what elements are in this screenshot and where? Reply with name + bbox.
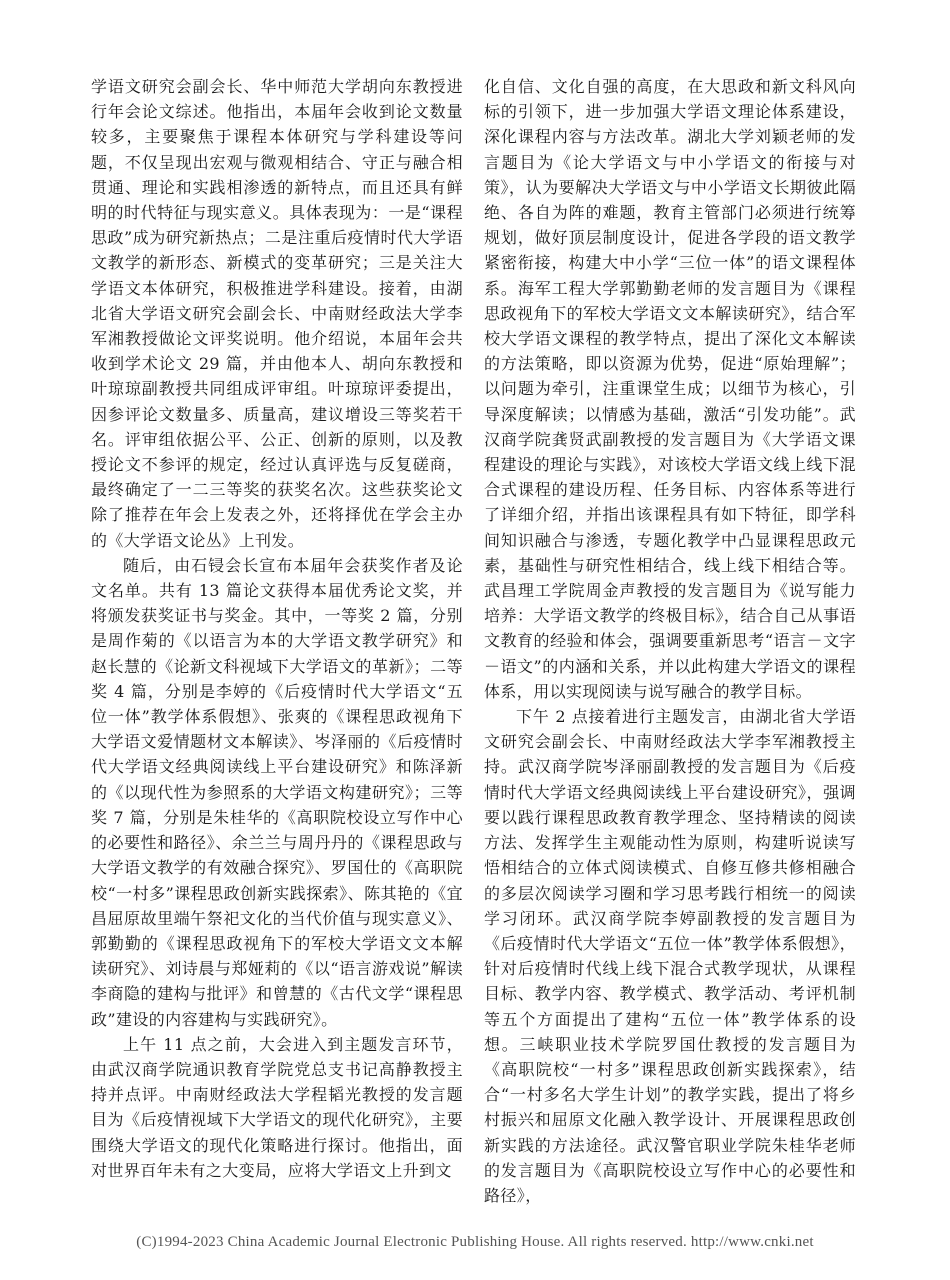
paragraph-review-summary: 学语文研究会副会长、华中师范大学胡向东教授进行年会论文综述。他指出，本届年会收到论文数量较多，主要聚焦于课程本体研究与学科建设等问题，不仅呈现出宏观与微观相结合、守正与融合相贯通、理论和实践相渗透的新特点，而且还具有鲜明的时代特征与现实意义。具体表现为：一是“课程思政”成为研究新热点；二是注重后疫情时代大学语文教学的新形态、新模式的变革研究；三是关注大学语文本体研究，积极推进学科建设。接着，由湖北省大学语文研究会副会长、中南财经政法大学李军湘教授做论文评奖说明。他介绍说，本届年会共收到学术论文 29 篇，并由他本人、胡向东教授和叶琼琼副教授共同组成评审组。叶琼琼评委提出，因参评论文数量多、质量高，建议增设三等奖若干名。评审组依据公平、公正、创新的原则，以及教授论文不参评的规定，经过认真评选与反复磋商，最终确定了一二三等奖的获奖名次。这些获奖论文除了推荐在年会上发表之外，还将择优在学会主办的《大学语文论丛》上刊发。	[91, 77, 463, 550]
paragraph-afternoon-keynotes: 下午 2 点接着进行主题发言，由湖北省大学语文研究会副会长、中南财经政法大学李军湘教授主持。武汉商学院岑泽丽副教授的发言题目为《后疫情时代大学语文经典阅读线上平台建设研究》，强调要以践行课程思政教育教学理念、坚持精读的阅读方法、发挥学生主观能动性为原则，构建听说读写悟相结合的立体式阅读模式、自修互修共修相融合的多层次阅读学习圈和学习思考践行相统一的阅读学习闭环。武汉商学院李婷副教授的发言题目为《后疫情时代大学语文“五位一体”教学体系假想》，针对后疫情时代线上线下混合式教学现状，从课程目标、教学内容、教学模式、教学活动、考评机制等五个方面提出了建构“五位一体”教学体系的设想。三峡职业技术学院罗国仕教授的发言题目为《高职院校“一村多”课程思政创新实践探索》，结合“一村多名大学生计划”的教学实践，提出了将乡村振兴和屈原文化融入教学设计、开展课程思政创新实践的方法途径。武汉警官职业学院朱桂华老师的发言题目为《高职院校设立写作中心的必要性和路径》，	[484, 707, 856, 1205]
right-column	[484, 74, 856, 1208]
paragraph-morning-keynotes: 上午 11 点之前，大会进入到主题发言环节，由武汉商学院通识教育学院党总支书记高静教授主持并点评。中南财经政法大学程韬光教授的发言题目为《后疫情视域下大学语文的现代化研究》，主要围绕大学语文的现代化策略进行探讨。他指出，面对世界百年未有之大变局，应将大学语文上升到文	[91, 1034, 463, 1180]
paragraph-award-list: 随后，由石锓会长宣布本届年会获奖作者及论文名单。共有 13 篇论文获得本届优秀论文奖，并将颁发获奖证书与奖金。其中，一等奖 2 篇，分别是周作菊的《以语言为本的大学语文教学研究》和赵长慧的《论新文科视域下大学语文的革新》；二等奖 4 篇，分别是李婷的《后疫情时代大学语文“五位一体”教学体系假想》、张爽的《课程思政视角下大学语文爱情题材文本解读》、岑泽丽的《后疫情时代大学语文经典阅读线上平台建设研究》和陈泽新的《以现代性为参照系的大学语文构建研究》；三等奖 7 篇，分别是朱桂华的《高职院校设立写作中心的必要性和路径》、余兰兰与周丹丹的《课程思政与大学语文教学的有效融合探究》、罗国仕的《高职院校“一村多”课程思政创新实践探索》、陈其艳的《宜昌屈原故里端午祭祀文化的当代价值与现实意义》、郭勤勤的《课程思政视角下的军校大学语文文本解读研究》、刘诗晨与郑娅莉的《以“语言游戏说”解读李商隐的建构与批评》和曾慧的《古代文学“课程思政”建设的内容建构与实践研究》。	[91, 555, 463, 1029]
copyright-footer: (C)1994-2023 China Academic Journal Electronic Publishing House. All rights reserved. http://www.cnki.net	[136, 1234, 814, 1250]
left-column	[91, 74, 463, 1183]
paragraph-morning-keynotes-continued: 化自信、文化自强的高度，在大思政和新文科风向标的引领下，进一步加强大学语文理论体系建设，深化课程内容与方法改革。湖北大学刘颖老师的发言题目为《论大学语文与中小学语文的衔接与对策》，认为要解决大学语文与中小学语文长期彼此隔绝、各自为阵的难题，教育主管部门必须进行统筹规划，做好顶层制度设计，促进各学段的语文教学紧密衔接，构建大中小学“三位一体”的语文课程体系。海军工程大学郭勤勤老师的发言题目为《课程思政视角下的军校大学语文文本解读研究》，结合军校大学语文课程的教学特点，提出了深化文本解读的方法策略，即以资源为优势，促进“原始理解”；以问题为牵引，注重课堂生成；以细节为核心，引导深度解读；以情感为基础，激活“引发功能”。武汉商学院龚贤武副教授的发言题目为《大学语文课程建设的理论与实践》，对该校大学语文线上线下混合式课程的建设历程、任务目标、内容体系等进行了详细介绍，并指出该课程具有如下特征，即学科间知识融合与渗透，专题化教学中凸显课程思政元素，基础性与研究性相结合，线上线下相结合等。武昌理工学院周金声教授的发言题目为《说写能力培养：大学语文教学的终极目标》，结合自己从事语文教育的经验和体会，强调要重新思考“语言－文字－语文”的内涵和关系，并以此构建大学语文的课程体系，用以实现阅读与说写融合的教学目标。	[484, 77, 856, 701]
